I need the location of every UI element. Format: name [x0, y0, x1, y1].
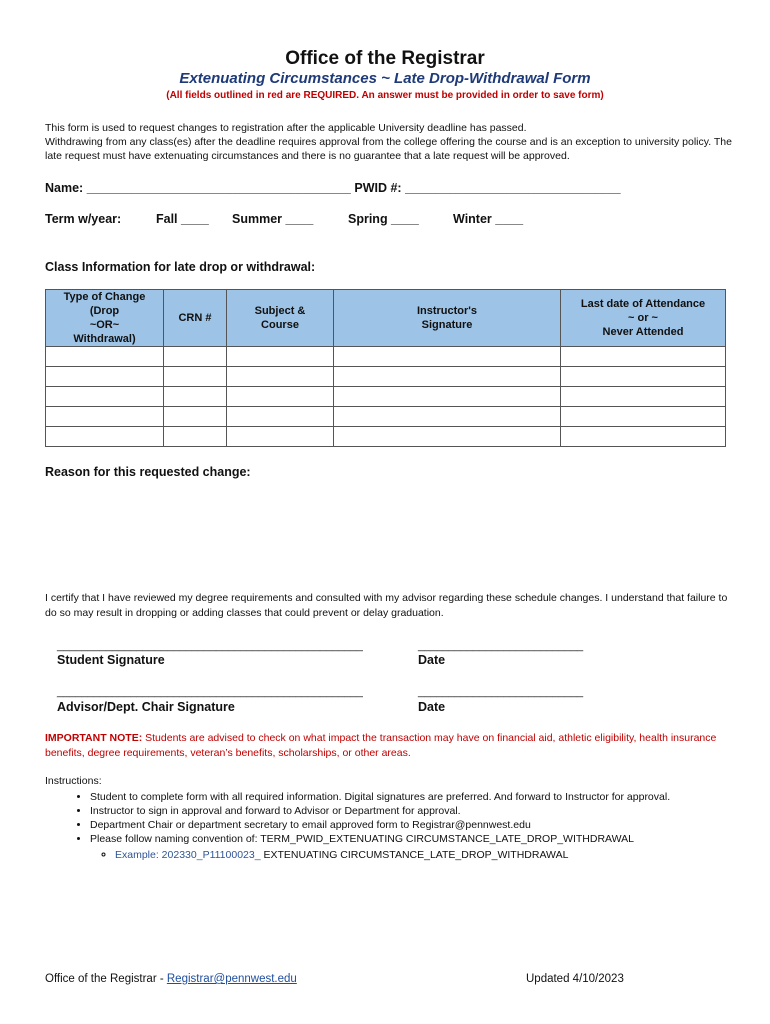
list-item: • Student to complete form with all required information. Digital signatures are preferred. And forward to Instructor for approval. [90, 790, 735, 804]
example-suffix: EXTENUATING CIRCUMSTANCE_LATE_DROP_WITHDRAWAL [260, 849, 569, 861]
table-cell[interactable] [227, 367, 334, 387]
table-cell[interactable] [46, 367, 164, 387]
table-cell[interactable] [334, 427, 561, 447]
table-cell[interactable] [561, 427, 726, 447]
name-row [45, 181, 621, 195]
header-line: Signature [421, 319, 473, 331]
intro-line-1: This form is used to request changes to registration after the applicable University deadline has passed. [45, 122, 527, 134]
table-cell[interactable] [561, 387, 726, 407]
header-line: Never Attended [602, 326, 684, 338]
advisor-signature-label: Advisor/Dept. Chair Signature [57, 700, 235, 714]
registrar-email-link[interactable]: Registrar@pennwest.edu [166, 973, 297, 985]
form-subtitle: Extenuating Circumstances ~ Late Drop-Withdrawal Form [179, 70, 591, 87]
important-label: IMPORTANT NOTE: [45, 732, 143, 744]
footer-left [45, 973, 297, 985]
naming-convention: Please follow naming convention of: TERM_PWID_EXTENUATING CIRCUMSTANCE_LATE_DROP_WITHDRAWAL [90, 833, 635, 845]
example-list [90, 848, 735, 862]
student-signature-label: Student Signature [57, 653, 165, 667]
table-row [46, 387, 726, 407]
example-prefix: Example: 202330_P11100023_ [115, 849, 261, 861]
table-cell[interactable] [561, 367, 726, 387]
column-header-crn: CRN # [164, 290, 227, 347]
list-item: • Department Chair or department secretary to email approved form to Registrar@pennwest.edu [90, 818, 735, 832]
column-header-last-date-attendance [561, 290, 726, 347]
table-row [46, 367, 726, 387]
table-cell[interactable] [164, 387, 227, 407]
intro-text [45, 121, 735, 163]
table-cell[interactable] [561, 347, 726, 367]
list-item [90, 832, 735, 862]
certify-text: I certify that I have reviewed my degree requirements and consulted with my advisor regarding these schedule changes. I understand that failure to do so may result in dropping or adding classes that could prevent or delay graduation. [45, 592, 728, 619]
header-line: Withdrawal) [73, 333, 136, 345]
required-note: (All fields outlined in red are REQUIRED. An answer must be provided in order to save form) [166, 90, 604, 101]
table-cell[interactable] [561, 407, 726, 427]
name-label: Name: [45, 181, 84, 195]
instructions-heading: Instructions: [45, 775, 102, 787]
footer-office: Office of the Registrar - [45, 973, 167, 985]
column-header-type-of-change [46, 290, 164, 347]
list-item [115, 848, 735, 862]
header-line: (Drop [89, 305, 120, 317]
table-cell[interactable] [164, 427, 227, 447]
student-date-line[interactable]: ___________________________ [418, 640, 584, 652]
table-cell[interactable] [227, 347, 334, 367]
header-line: Subject & [254, 305, 306, 317]
pwid-label: PWID #: [354, 181, 402, 195]
table-row [46, 347, 726, 367]
page-title: Office of the Registrar [285, 48, 485, 69]
reason-input[interactable] [45, 485, 725, 580]
table-cell[interactable] [227, 427, 334, 447]
table-cell[interactable] [164, 347, 227, 367]
header-line: Instructor's [416, 305, 478, 317]
header-line: Last date of Attendance [580, 298, 706, 310]
name-field[interactable]: ______________________________________ [86, 181, 351, 195]
table-cell[interactable] [164, 407, 227, 427]
important-note [45, 731, 735, 761]
table-cell[interactable] [46, 407, 164, 427]
table-cell[interactable] [46, 347, 164, 367]
term-summer-field[interactable]: Summer ____ [232, 212, 314, 226]
table-cell[interactable] [46, 387, 164, 407]
intro-line-2: Withdrawing from any class(es) after the deadline requires approval from the college offering the course and is an exception to university policy. The late request must have extenuating circumstances and there is no guarantee that a late request will be approved. [45, 136, 732, 162]
term-label: Term w/year: [45, 212, 122, 226]
header-line: ~ or ~ [628, 312, 658, 324]
header-line: Type of Change [63, 291, 146, 303]
header-line: Course [261, 319, 299, 331]
important-text: Students are advised to check on what impact the transaction may have on financial aid, athletic eligibility, health insurance benefits, degree requirements, veteran’s benefits, scholarships, or other areas. [45, 732, 717, 759]
instructions-list [45, 790, 735, 862]
list-item: • Instructor to sign in approval and forward to Advisor or Department for approval. [90, 804, 735, 818]
header-line: ~OR~ [89, 319, 120, 331]
table-cell[interactable] [164, 367, 227, 387]
table-header-row [46, 290, 726, 347]
advisor-date-line[interactable]: ___________________________ [418, 686, 584, 698]
table-cell[interactable] [334, 347, 561, 367]
table-cell[interactable] [334, 387, 561, 407]
term-winter-field[interactable]: Winter ____ [453, 212, 524, 226]
footer-updated: Updated 4/10/2023 [526, 973, 624, 985]
table-cell[interactable] [227, 387, 334, 407]
reason-label: Reason for this requested change: [45, 465, 251, 479]
advisor-signature-line[interactable]: __________________________________________________ [57, 686, 363, 698]
student-date-label: Date [418, 653, 446, 667]
column-header-instructor-signature [334, 290, 561, 347]
term-spring-field[interactable]: Spring ____ [348, 212, 419, 226]
table-row [46, 407, 726, 427]
student-signature-line[interactable]: __________________________________________________ [57, 640, 363, 652]
pwid-field[interactable]: _______________________________ [405, 181, 621, 195]
table-cell[interactable] [227, 407, 334, 427]
column-header-subject-course [227, 290, 334, 347]
class-info-heading: Class Information for late drop or withdrawal: [45, 260, 316, 274]
instructions [45, 774, 735, 862]
class-info-table [45, 289, 726, 447]
term-fall-field[interactable]: Fall ____ [156, 212, 209, 226]
table-cell[interactable] [334, 367, 561, 387]
table-cell[interactable] [46, 427, 164, 447]
advisor-date-label: Date [418, 700, 446, 714]
table-cell[interactable] [334, 407, 561, 427]
table-row [46, 427, 726, 447]
